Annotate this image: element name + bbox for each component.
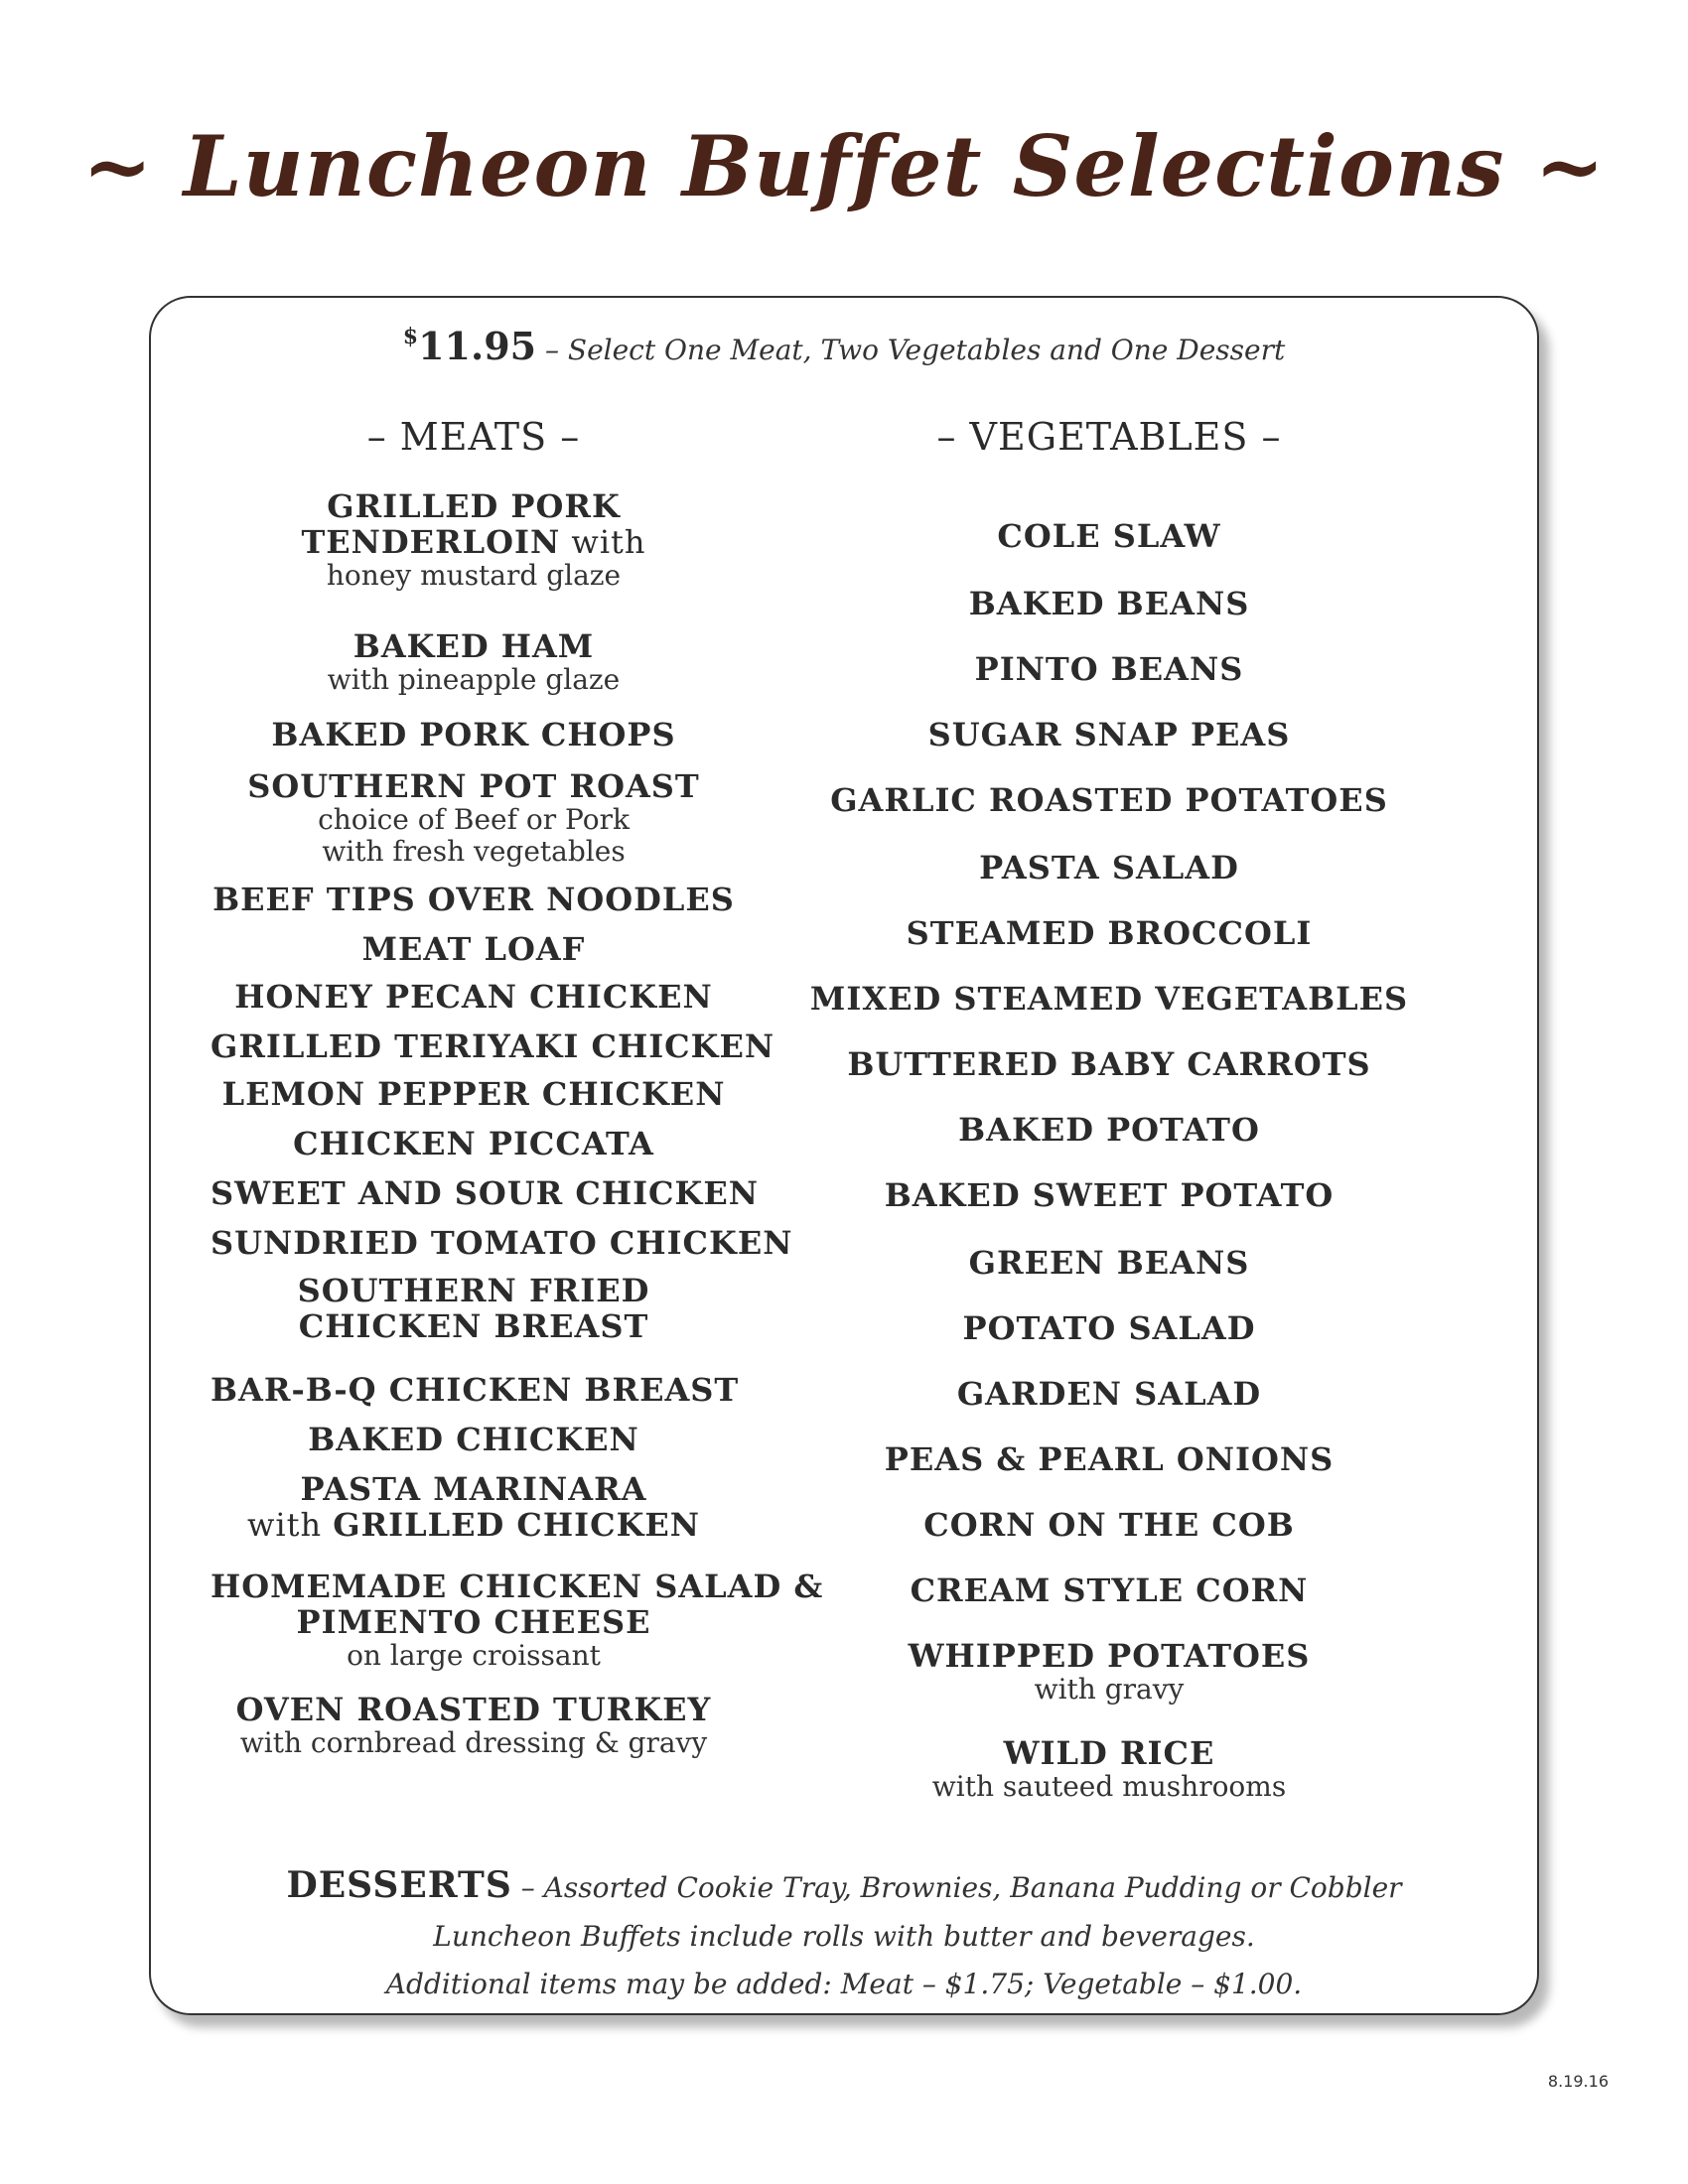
page-title: ~ Luncheon Buffet Selections ~ xyxy=(81,117,1606,215)
menu-item xyxy=(211,1371,740,1409)
menu-item xyxy=(211,979,737,1015)
menu-item xyxy=(767,1572,1452,1608)
menu-item xyxy=(211,717,737,752)
item-name: BAKED SWEET POTATO xyxy=(884,1176,1335,1214)
menu-item xyxy=(767,651,1452,687)
item-description: with sauteed mushrooms xyxy=(931,1770,1287,1803)
item-name-line2 xyxy=(211,1507,737,1543)
item-name-part2: CHICKEN BREAST xyxy=(298,1307,649,1345)
item-description: on large croissant xyxy=(347,1639,601,1672)
menu-item xyxy=(767,1376,1452,1412)
item-description: choice of Beef or Pork xyxy=(318,803,630,836)
note-includes: Luncheon Buffets include rolls with butter and beverages. xyxy=(433,1920,1255,1953)
item-name: STEAMED BROCCOLI xyxy=(906,914,1313,952)
item-description: with gravy xyxy=(1034,1673,1185,1706)
menu-item xyxy=(211,1273,737,1344)
menu-item xyxy=(211,1174,759,1212)
menu-item xyxy=(211,1224,793,1262)
item-name-part2: GRILLED CHICKEN xyxy=(333,1506,701,1544)
item-name: CREAM STYLE CORN xyxy=(910,1571,1309,1609)
menu-item xyxy=(767,782,1452,818)
menu-panel xyxy=(149,296,1539,2015)
item-name: PINTO BEANS xyxy=(974,650,1244,688)
item-name-line2 xyxy=(211,1308,737,1344)
menu-item xyxy=(767,1112,1452,1148)
menu-item xyxy=(211,1027,775,1065)
menu-item xyxy=(211,768,737,868)
menu-item xyxy=(767,915,1452,951)
note-additional: Additional items may be added: Meat – $1.75; Vegetable – $1.00. xyxy=(385,1968,1303,2000)
menu-item xyxy=(767,518,1452,554)
item-name: HOMEMADE CHICKEN SALAD & xyxy=(211,1568,824,1605)
item-name: LEMON PEPPER CHICKEN xyxy=(221,1075,726,1113)
item-name: PEAS & PEARL ONIONS xyxy=(884,1440,1335,1478)
item-name: BAKED BEANS xyxy=(968,585,1250,622)
menu-item xyxy=(211,1126,737,1161)
item-name: OVEN ROASTED TURKEY xyxy=(235,1691,712,1728)
item-name-line2 xyxy=(211,1604,737,1640)
price-line xyxy=(151,324,1537,368)
menu-item xyxy=(211,628,737,696)
item-name: SOUTHERN FRIED xyxy=(297,1272,650,1309)
item-description: honey mustard glaze xyxy=(326,559,622,592)
menu-item xyxy=(767,1638,1452,1706)
item-name: BEEF TIPS OVER NOODLES xyxy=(212,881,735,918)
item-name: HONEY PECAN CHICKEN xyxy=(234,978,713,1016)
item-name: MEAT LOAF xyxy=(361,930,586,968)
item-description: with cornbread dressing & gravy xyxy=(239,1726,708,1759)
item-name-part2: TENDERLOIN xyxy=(301,523,561,561)
menu-item xyxy=(767,1735,1452,1803)
item-name-part2: PIMENTO CHEESE xyxy=(296,1603,651,1641)
item-name: GRILLED TERIYAKI CHICKEN xyxy=(211,1027,775,1065)
item-name: SUNDRIED TOMATO CHICKEN xyxy=(211,1224,793,1262)
item-name: SOUTHERN POT ROAST xyxy=(247,767,700,805)
item-name: PASTA MARINARA xyxy=(300,1470,647,1508)
item-name: GARLIC ROASTED POTATOES xyxy=(830,781,1388,819)
item-name: GRILLED PORK xyxy=(327,487,621,525)
price-currency: $ xyxy=(402,324,419,349)
menu-item xyxy=(767,1046,1452,1082)
item-name: WHIPPED POTATOES xyxy=(908,1637,1311,1675)
menu-item xyxy=(767,981,1452,1017)
item-name-prefix: with xyxy=(246,1506,334,1544)
menu-item xyxy=(211,1568,824,1672)
desserts-line xyxy=(151,1864,1537,1906)
item-name: BAKED HAM xyxy=(352,627,595,665)
menu-item xyxy=(767,1310,1452,1346)
item-name: BAKED POTATO xyxy=(958,1111,1260,1149)
menu-item xyxy=(767,1441,1452,1477)
menu-item xyxy=(211,1076,737,1112)
menu-item xyxy=(767,586,1452,621)
menu-item xyxy=(767,717,1452,752)
menu-item xyxy=(211,1692,737,1759)
item-description-line2: with fresh vegetables xyxy=(322,835,626,868)
item-name: SUGAR SNAP PEAS xyxy=(927,716,1291,753)
item-name: BAKED PORK CHOPS xyxy=(271,716,676,753)
menu-item xyxy=(211,882,737,917)
item-name: WILD RICE xyxy=(1003,1734,1215,1772)
item-name: PASTA SALAD xyxy=(979,849,1239,887)
item-name-line2 xyxy=(211,524,737,560)
meats-heading: – MEATS – xyxy=(366,415,581,459)
item-description: with pineapple glaze xyxy=(327,663,621,696)
desserts-text: – Assorted Cookie Tray, Brownies, Banana Pudding or Cobbler xyxy=(511,1871,1402,1904)
revision-date: 8.19.16 xyxy=(1547,2072,1609,2091)
price-amount: 11.95 xyxy=(418,324,537,368)
price-note: – Select One Meat, Two Vegetables and One Dessert xyxy=(536,334,1286,366)
item-name: SWEET AND SOUR CHICKEN xyxy=(211,1174,759,1212)
item-name: CORN ON THE COB xyxy=(923,1506,1295,1544)
menu-item xyxy=(211,1471,737,1543)
item-name: CHICKEN PICCATA xyxy=(293,1125,654,1162)
menu-item xyxy=(767,850,1452,886)
menu-item xyxy=(767,1177,1452,1213)
item-name: BUTTERED BABY CARROTS xyxy=(847,1045,1371,1083)
item-name: BAR-B-Q CHICKEN BREAST xyxy=(211,1371,740,1409)
item-name: GREEN BEANS xyxy=(968,1244,1250,1282)
item-name: BAKED CHICKEN xyxy=(308,1421,639,1458)
menu-item xyxy=(211,931,737,967)
vegetables-heading: – VEGETABLES – xyxy=(936,415,1282,459)
item-name: GARDEN SALAD xyxy=(956,1375,1262,1413)
menu-item xyxy=(767,1245,1452,1281)
menu-item xyxy=(767,1507,1452,1543)
menu-item xyxy=(211,488,737,592)
item-name: COLE SLAW xyxy=(997,517,1221,555)
menu-item xyxy=(211,1422,737,1457)
item-name: POTATO SALAD xyxy=(962,1309,1256,1347)
desserts-label: DESSERTS xyxy=(286,1864,512,1906)
item-name-suffix: with xyxy=(560,523,646,561)
item-name: MIXED STEAMED VEGETABLES xyxy=(809,980,1409,1018)
